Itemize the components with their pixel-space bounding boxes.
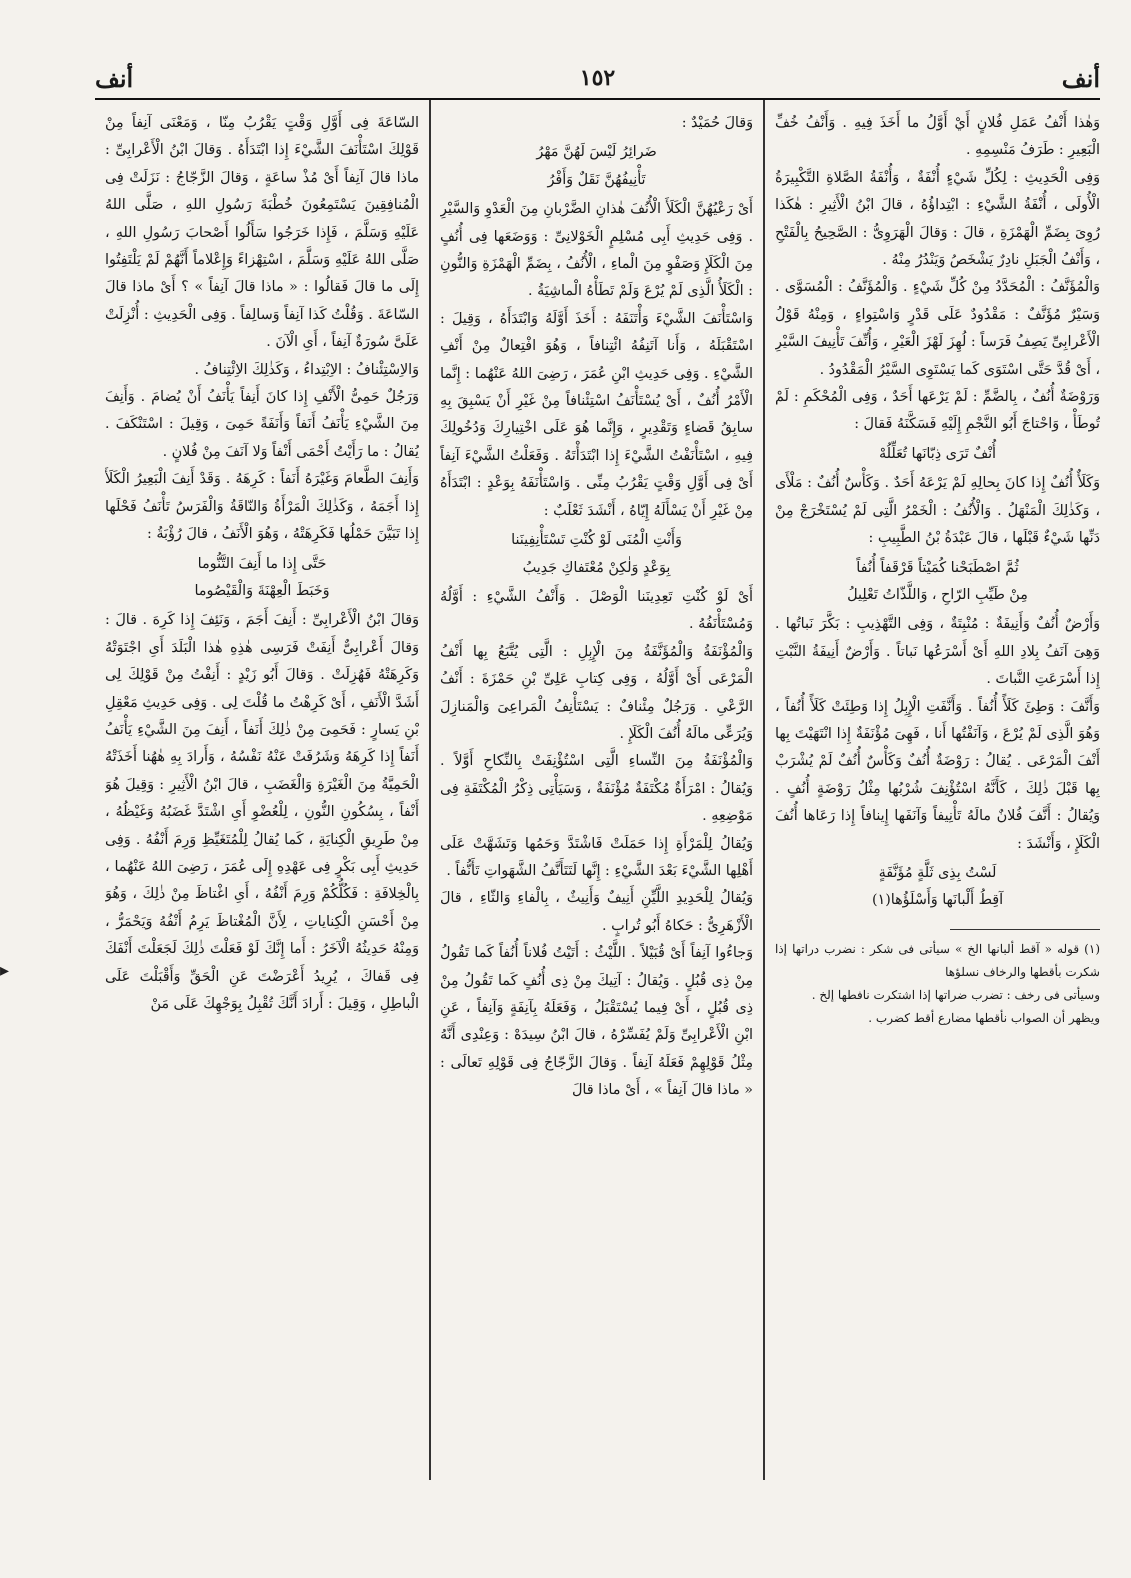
footnote-rule: [950, 929, 1100, 930]
verse: [775, 555, 1100, 610]
verse-line: مِنْ طَيِّبِ الرّاحِ ، وَاللَّذّاتُ تَعْلِيلُ: [847, 586, 1028, 603]
entry-paragraph: وَأَنَّفَ : وَطِئَ كَلَأً أُنُفاً . وَأَنَّفَتِ الْإِبِلُ إِذا وَطِئَتْ كَلَأً أُنُفاً ، وَهُوَ الَّذِى لَمْ يُرْعَ ، وَآنَفْتُها أَنا ، فَهِىَ مُؤْنَفَةٌ إِذا انْتَهَيْتَ بِها أَنْفَ الْمَرْعَى . يُقالُ : رَوْضَةٌ أُنُفٌ وَكَأْسٌ أُنُفٌ لَمْ يُشْرَبْ بِها قَبْلَ ذٰلِكَ ، كَأَنَّهُ اسْتُؤْنِفَ شُرْبُها مِثْلُ رَوْضَةٍ أُنُفٍ . وَيُقالُ : أَنَّفَ فُلانٌ مالَهُ تَأْنِيفاً وَآنَفَها إِينافاً إِذا رَعَاها أُنُفَ الْكَلَإِ ، وَأَنْشَدَ :: [775, 698, 1100, 852]
entry-paragraph: وَاسْتَأْنَفَ الشَّيْءَ وَأْتَنَفَهُ : أَخَذَ أَوَّلَهُ وَابْتَدَأَهُ ، وَقِيلَ : اسْتَقْبَلَهُ ، وَأَنا آتَنِفُهُ ائْتِنافاً ، وَهُوَ افْتِعالٌ مِنْ أَنْفِ الشَّيْءِ . وَفِى حَدِيثِ ابْنِ عُمَرَ ، رَضِىَ اللهُ عَنْهُما : إِنَّما الْأَمْرُ أُنُفٌ ، أَىْ يُسْتَأْنَفُ اسْتِئْنافاً مِنْ غَيْرِ أَنْ يَسْبِقَ بِهِ سابِقُ قَضاءٍ وَتَقْدِيرٍ ، وَإِنَّما هُوَ عَلَى اخْتِيارِكَ وَدُخُولِكَ فِيهِ ، اسْتَأْنَفْتُ الشَّيْءَ إِذا ابْتَدَأْتَهُ . وَفَعَلْتُ الشَّيْءَ آنِفاً أَىْ فِى أَوَّلِ وَقْتٍ يَقْرُبُ مِنِّى . وَاسْتَأْنَفَهُ بِوَعْدٍ : ابْتَدَأَهُ مِنْ غَيْرِ أَنْ يَسْأَلَهُ إِيّاهُ ، أَنْشَدَ ثَعْلَبٌ :: [440, 310, 753, 519]
entry-paragraph: أَىْ لَوْ كُنْتِ تَعِدِينَنا الْوَصْلَ . وَأَنْفُ الشَّيْءِ : أَوَّلُهُ وَمُسْتَأْنَفُهُ .: [440, 588, 753, 633]
running-headword-left: أنف: [95, 63, 134, 93]
entry-paragraph: وَالاِسْتِئْنافُ : الاِبْتِداءُ ، وَكَذٰلِكَ الاِئْتِنافُ .: [194, 361, 419, 378]
verse-line: بِوَعْدٍ وَلٰكِنْ مُعْتَفاكِ جَدِيبُ: [522, 559, 671, 576]
entry-paragraph: وَالْمُؤَنَّفُ : الْمُحَدَّدُ مِنْ كُلِّ شَيْءٍ . وَالْمُؤَنَّفُ : الْمُسَوَّى . وَسَيْرٌ مُؤَنَّفٌ : مَقْدُودٌ عَلَى قَدْرٍ وَاسْتِواءٍ ، وَمِنْهُ قَوْلُ الْأَعْرابِىِّ يَصِفُ فَرَساً : لُهِزَ لَهْزَ الْعَيْرِ ، وَأُنِّفَ تَأْنِيفَ السَّيْرِ ، أَىْ قُدَّ حَتَّى اسْتَوَى كَما يَسْتَوِى السَّيْرُ الْمَقْدُودُ .: [775, 279, 1100, 378]
verse-line: وَأَنْتِ الْمُنَى لَوْ كُنْتِ تَسْتَأْنِفِينَنا: [511, 532, 682, 549]
column-right: [775, 110, 1100, 1480]
entry-paragraph: وَقالَ حُمَيْدٌ :: [681, 115, 753, 131]
verse: [105, 551, 419, 606]
verse: [775, 860, 1100, 915]
scan-edge-mark: ▸: [0, 960, 10, 981]
entry-paragraph: السّاعَةَ فِى أَوَّلِ وَقْتٍ يَقْرُبُ مِنّا ، وَمَعْنَى آنِفاً مِنْ قَوْلِكَ اسْتَأْنَفَ الشَّيْءَ إِذا ابْتَدَأَهُ . وَقالَ ابْنُ الْأَعْرابِىِّ : ماذا قالَ آنِفاً أَىْ مُذْ ساعَةٍ ، وَقالَ الزَّجّاجُ : نَزَلَتْ فِى الْمُنافِقِينَ يَسْتَمِعُونَ خُطْبَةَ رَسُولِ اللهِ ، صَلَّى اللهُ عَلَيْهِ وَسَلَّمَ ، فَإِذا خَرَجُوا سَأَلُوا أَصْحابَ رَسُولِ اللهِ ، صَلَّى اللهُ عَلَيْهِ وَسَلَّمَ ، اسْتِهْزاءً وَإِعْلاماً أَنَّهُمْ لَمْ يَلْتَفِتُوا إِلَى ما قالَ فَقالُوا : « ماذا قالَ آنِفاً » ؟ أَىْ ماذا قالَ السّاعَةَ . وَقُلْتُ كَذا آنِفاً وَسالِفاً . وَفِى الْحَدِيثِ : أُنْزِلَتْ عَلَىَّ سُورَةٌ آنِفاً ، أَىِ الْآنَ .: [105, 115, 419, 351]
entry-paragraph: وَيُقالُ لِلْمَرْأَةِ إِذا حَمَلَتْ فَاشْتَدَّ وَحَمُها وَتَشَهَّتْ عَلَى أَهْلِها الشَّيْءَ بَعْدَ الشَّيْءِ : إِنَّها لَتَتَأَنَّفُ الشَّهَواتِ تَأَنُّفاً .: [440, 835, 753, 879]
verse-line: ثُمَّ اصْطَبَحْنا كُمَيْتاً قَرْقَفاً أُنُفاً: [856, 559, 1019, 576]
column-divider: [429, 100, 431, 1480]
page-number: ١٥٢: [579, 65, 616, 91]
entry-paragraph: وَقالَ ابْنُ الْأَعْرابِىِّ : أَنِفَ أَجَمَ ، وَنَئِفَ إِذا كَرِهَ . قالَ : وَقالَ أَعْرابِىٌّ أَنِفَتْ فَرَسِى هٰذِهِ هٰذا الْبَلَدَ أَىِ اجْتَوَتْهُ وَكَرِهَتْهُ فَهُزِلَتْ . وَقالَ أَبُو زَيْدٍ : أَنِفْتُ مِنْ قَوْلِكَ لِى أَشَدَّ الْأَنَفِ ، أَىْ كَرِهْتُ ما قُلْتَ لِى . وَفِى حَدِيثِ مَعْقِلِ بْنِ يَسارٍ : فَحَمِىَ مِنْ ذٰلِكَ أَنَفاً ، أَنِفَ مِنَ الشَّيْءِ يَأْنَفُ أَنَفاً إِذا كَرِهَهُ وَشَرُفَتْ عَنْهُ نَفْسُهُ ، وَأَرادَ بِهِ هٰهُنا أَخَذَتْهُ الْحَمِيَّةُ مِنَ الْغَيْرَةِ وَالْغَضَبِ ، قالَ ابْنُ الْأَثِيرِ : وَقِيلَ هُوَ أَنْفاً ، بِسُكُونِ النُّونِ ، لِلْعُضْوِ أَىِ اشْتَدَّ غَضَبُهُ وَغَيْظُهُ ، مِنْ طَرِيقِ الْكِنايَةِ ، كَما يُقالُ لِلْمُتَغَيِّظِ وَرِمَ أَنْفُهُ . وَفِى حَدِيثِ أَبِى بَكْرٍ فِى عَهْدِهِ إِلَى عُمَرَ ، رَضِىَ اللهُ عَنْهُما ، بِالْخِلافَةِ : فَكُلُّكُمْ وَرِمَ أَنْفُهُ ، أَىِ اغْتاظَ مِنْ ذٰلِكَ ، وَهُوَ مِنْ أَحْسَنِ الْكِناياتِ ، لِأَنَّ الْمُغْتاظَ يَرِمُ أَنْفُهُ وَيَحْمَرُّ ، وَمِنْهُ حَدِيثُهُ الْآخَرُ : أَما إِنَّكَ لَوْ فَعَلْتَ ذٰلِكَ لَجَعَلْتَ أَنْفَكَ فِى قَفاكَ ، يُرِيدُ أَعْرَضْتَ عَنِ الْحَقِّ وَأَقْبَلْتَ عَلَى الْباطِلِ ، وَقِيلَ : أَرادَ أَنَّكَ تُقْبِلُ بِوَجْهِكَ عَلَى مَنْ: [105, 612, 419, 1012]
verse: [775, 441, 1100, 468]
verse: [440, 527, 753, 582]
column-divider: [763, 100, 765, 1480]
verse-line: حَتَّى إِذا ما أَنِفَ التَّنُّوما: [197, 555, 327, 572]
verse-line: آقِطُ أَلْبانَها وَأَسْلَؤُها(١): [871, 892, 1004, 909]
entry-paragraph: وَهٰذا أَنْفُ عَمَلِ فُلانٍ أَيْ أَوَّلُ ما أَخَذَ فِيهِ . وَأَنْفُ خُفِّ الْبَعِيرِ : طَرَفُ مَنْسِمِهِ .: [775, 115, 1100, 159]
entry-paragraph: وَكَلَأٌ أُنُفٌ إِذا كانَ بِحالِهِ لَمْ يَرْعَهُ أَحَدٌ . وَكَأْسٌ أُنُفٌ : مَلْأَى ، وَكَذٰلِكَ الْمَنْهَلُ . وَالْأُنُفُ : الْخَمْرُ الَّتِى لَمْ يُسْتَخْرَجْ مِنْ دَنِّها شَيْءٌ قَبْلَها ، قالَ عَبْدَةُ بْنُ الطَّبِيبِ :: [775, 475, 1100, 547]
entry-paragraph: وَالْمُؤْنَفَةُ مِنَ النِّساءِ الَّتِى اسْتُؤْنِفَتْ بِالنِّكاحِ أَوَّلاً . وَيُقالُ : امْرَأَةٌ مُكْتَفَةٌ مُؤْنَفَةٌ ، وَسَيَأْتِى ذِكْرُ الْمُكْتَفَةِ فِى مَوْضِعِهِ .: [440, 753, 753, 825]
running-headword-right: أنف: [1061, 63, 1100, 93]
footnote-line: ويظهر أن الصواب نأقطها مضارع أقط كضرب .: [868, 1010, 1100, 1025]
entry-paragraph: وَرَجُلٌ حَمِىُّ الْأَنْفِ إِذا كانَ أَنِفاً يَأْنَفُ أَنْ يُضامَ . وَأَنِفَ مِنَ الشَّيْءِ يَأْنَفُ أَنَفاً وَأَنَفَةً حَمِىَ ، وَقِيلَ : اسْتَنْكَفَ . يُقالُ : ما رَأَيْتُ أَحْمَى أَنْفاً وَلا آنَفَ مِنْ فُلانٍ .: [105, 389, 419, 460]
footnote-line: وسيأتى فى رخف : تضرب ضراتها إذا اشتكرت نافطها إلخ .: [811, 987, 1100, 1002]
footnote: [775, 938, 1100, 1030]
column-left: [105, 110, 419, 1480]
entry-paragraph: وَرَوْضَةٌ أُنُفٌ ، بِالضَّمِّ : لَمْ يَرْعَها أَحَدٌ ، وَفِى الْمُحْكَمِ : لَمْ تُوطَأْ ، وَاحْتاجَ أَبُو النَّجْمِ إِلَيْهِ فَسَكَّنَهُ فَقالَ :: [775, 389, 1100, 433]
verse-line: وَخَبَطَ الْعِهْنَةَ وَالْقَيْصُوما: [194, 582, 330, 599]
entry-paragraph: وَأَنِفَ الطَّعامَ وَغَيْرَهُ أَنَفاً : كَرِهَهُ . وَقَدْ أَنِفَ الْبَعِيرُ الْكَلَأَ إِذا أَجَمَهُ ، وَكَذٰلِكَ الْمَرْأَةُ وَالنّاقَةُ وَالْفَرَسُ تَأْنَفُ فَحْلَها إِذا تَبَيَّنَ حَمْلُها فَكَرِهَتْهُ ، وَهُوَ الْأَنَفُ ، قالَ رُؤْبَةُ :: [105, 471, 419, 543]
entry-paragraph: وَأَرْضٌ أُنُفٌ وَأَنِيفَةٌ : مُنْبِتَةٌ ، وَفِى التَّهْذِيبِ : بَكَّرَ نَباتُها . وَهِىَ آنَفُ بِلادِ اللهِ أَىْ أَسْرَعُها نَباتاً . وَأَرْضٌ أَنِيفَةُ النَّبْتِ إِذا أَسْرَعَتِ النَّباتَ .: [775, 616, 1100, 688]
entry-paragraph: أَىْ رَعْيُهُنَّ الْكَلَأَ الْأُنُفَ هٰذانِ الضَّرْبانِ مِنَ الْعَدْوِ وَالسَّيْرِ . وَفِى حَدِيثِ أَبِى مُسْلِمٍ الْخَوْلانِىِّ : وَوَضَعَها فِى أُنُفٍ مِنَ الْكَلَإِ وَصَفْوٍ مِنَ الْماءِ ، الْأُنُفُ ، بِضَمِّ الْهَمْزَةِ وَالنُّونِ : الْكَلَأُ الَّذِى لَمْ يُرْعَ وَلَمْ تَطَأْهُ الْماشِيَةُ .: [440, 201, 753, 300]
entry-paragraph: وَالْمُؤْنَفَةُ وَالْمُؤَنَّفَةُ مِنَ الْإِبِلِ : الَّتِى يُتَّبَعُ بِها أَنْفُ الْمَرْعَى أَىْ أَوَّلُهُ ، وَفِى كِتابِ عَلِىِّ بْنِ حَمْزَةَ : أَنْفُ الرَّعْىِ . وَرَجُلٌ مِئْنافٌ : يَسْتَأْنِفُ الْمَراعِىَ وَالْمَنازِلَ وَيُرَعِّى مالَهُ أُنُفَ الْكَلَإِ .: [440, 643, 753, 742]
verse-line: لَسْتُ بِذِى ثَلَّةٍ مُؤَنَّفَةٍ: [878, 864, 997, 881]
verse-line: تَأْنِيفُهُنَّ نَقَلٌ وَأَفْرُ: [547, 171, 646, 188]
entry-paragraph: وَيُقالُ لِلْحَدِيدِ اللَّيِّنِ أَنِيفٌ وَأَنِيثٌ ، بِالْفاءِ وَالثّاءِ ، قالَ الْأَزْهَرِىُّ : حَكاهُ أَبُو تُرابٍ .: [440, 890, 753, 934]
verse-line: ضَرائِرُ لَيْسَ لَهُنَّ مَهْرُ: [536, 144, 657, 161]
verse: [440, 139, 753, 194]
entry-paragraph: وَفِى الْحَدِيثِ : لِكُلِّ شَيْءٍ أُنْفَةٌ ، وَأُنْفَةُ الصَّلاةِ التَّكْبِيرَةُ الْأُولَى ، أُنْفَةُ الشَّيْءِ : ابْتِداؤُهُ ، قالَ ابْنُ الْأَثِيرِ : هٰكَذا رُوِىَ بِضَمِّ الْهَمْزَةِ ، قالَ : وَقالَ الْهَرَوِىُّ : الصَّحِيحُ بِالْفَتْحِ ، وَأَنْفُ الْجَبَلِ نادِرٌ يَشْخَصُ وَيَنْدُرُ مِنْهُ .: [775, 169, 1100, 269]
footnote-line: (١) قوله « آقط ألبانها الخ » سيأتى فى شكر : نضرب دراتها إذا شكرت بأقطها والرخاف نسلؤها: [775, 941, 1100, 979]
entry-paragraph: وَجاءُوا آنِفاً أَىْ قُبَيْلاً . اللَّيْثُ : أَتَيْتُ فُلاناً أُنُفاً كَما تَقُولُ مِنْ ذِى قُبُلٍ . وَيُقالُ : آتِيكَ مِنْ ذِى أُنُفٍ كَما تَقُولُ مِنْ ذِى قُبُلٍ ، أَىْ فِيما يُسْتَقْبَلُ ، وَفَعَلَهُ بِآنِفَةٍ وَآنِفاً ، عَنِ ابْنِ الْأَعْرابِىِّ وَلَمْ يُفَسِّرْهُ ، قالَ ابْنُ سِيدَهْ : وَعِنْدِى أَنَّهُ مِثْلُ قَوْلِهِمْ فَعَلَهُ آنِفاً . وَقالَ الزَّجّاجُ فِى قَوْلِهِ تَعالَى : « ماذا قالَ آنِفاً » ، أَىْ ماذا قالَ: [440, 945, 753, 1099]
verse-line: أُنْفٌ تَرَى ذِبّانَها تُعَلِّلُهْ: [878, 445, 997, 462]
page-header: [95, 58, 1100, 100]
column-middle: [440, 110, 753, 1480]
